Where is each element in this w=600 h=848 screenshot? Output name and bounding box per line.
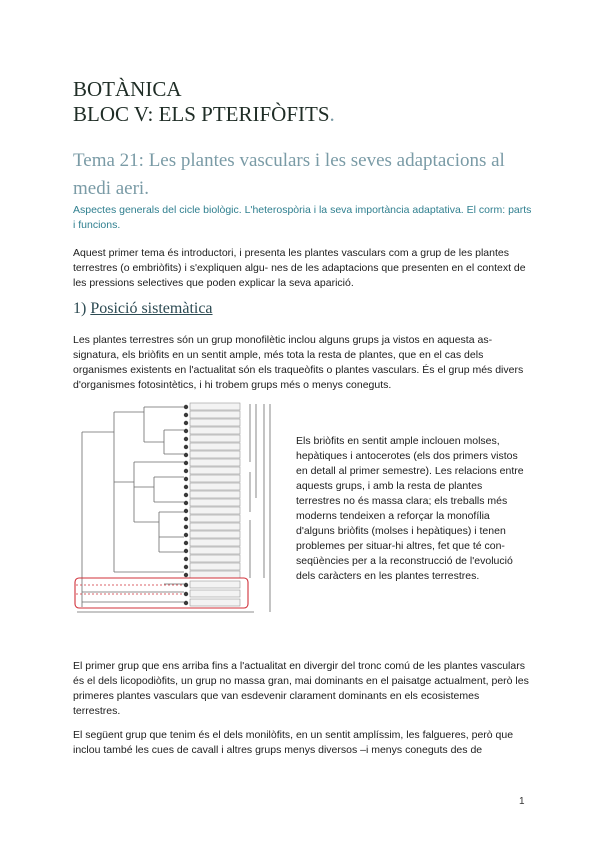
title-line-botanica: BOTÀNICA bbox=[73, 77, 182, 101]
tip-label-boxes bbox=[190, 403, 240, 606]
tip-markers bbox=[184, 405, 188, 605]
section-heading bbox=[73, 300, 213, 318]
paragraph-monilofits: El següent grup que tenim és el dels monilòfits, en un sentit amplíssim, les falgueres, però que inclou també les cues de cavall i altres grups menys diversos –i menys coneguts des de bbox=[73, 729, 514, 756]
title-line-bloc bbox=[73, 102, 335, 127]
title-bloc-text: BLOC V: ELS PTERIFÒFITS bbox=[73, 102, 330, 126]
tema-subtitle: Aspectes generals del cicle biològic. L'heterospòria i la seva importància adaptativa. El corm: parts i funcions. bbox=[73, 204, 532, 231]
section-number: 1) bbox=[73, 300, 87, 317]
phylogenetic-tree-figure bbox=[74, 402, 288, 620]
page-number: 1 bbox=[519, 796, 525, 807]
paragraph-licopodiofits: El primer grup que ens arriba fins a l'actualitat en divergir del tronc comú de les plantes vasculars és el dels licopodiòfits, un grup no massa gran, mai dominants en el paisatge actualment, però les primeres plantes vasculars que van esdevenir clarament dominants en els ecosistemes terrestres. bbox=[73, 660, 529, 717]
document-title bbox=[73, 77, 335, 127]
paragraph-plantes-terrestres: Les plantes terrestres són un grup monofilètic inclou alguns grups ja vistos en aquesta as- signatura, els briòfits en un sentit ample, més tota la resta de plantes, que en el cas dels organismes existents en l'actualitat són els traqueòfits o plantes vasculars. És el grup més divers d'organismes fotosintètics, i hi trobem grups més o menys coneguts. bbox=[73, 334, 524, 391]
section-title: Posició sistemàtica bbox=[90, 300, 213, 317]
tema-title: Tema 21: Les plantes vasculars i les seves adaptacions al medi aeri. bbox=[73, 150, 505, 199]
intro-paragraph: Aquest primer tema és introductori, i presenta les plantes vasculars com a grup de les plantes terrestres (o embriòfits) i s'expliquen algu- nes de les adaptacions que presenten en el context de les pressions selectives que poden explicar la seva aparició. bbox=[73, 247, 526, 289]
figure-caption-paragraph: Els briòfits en sentit ample inclouen molses, hepàtiques i antocerotes (els dos primers vistos en detall al primer semestre). Les relacions entre aquests grups, i amb la resta de plantes terrestres no és massa clara; els treballs més moderns tendeixen a reforçar la monofília d'alguns briòfits (molses i hepàtiques) i tenen problemes per situar-hi altres, fet que té con- seqüències per a la reconstrucció de l'evolució dels caràcters en les plantes terrestres. bbox=[296, 435, 524, 582]
title-period: . bbox=[329, 102, 335, 126]
